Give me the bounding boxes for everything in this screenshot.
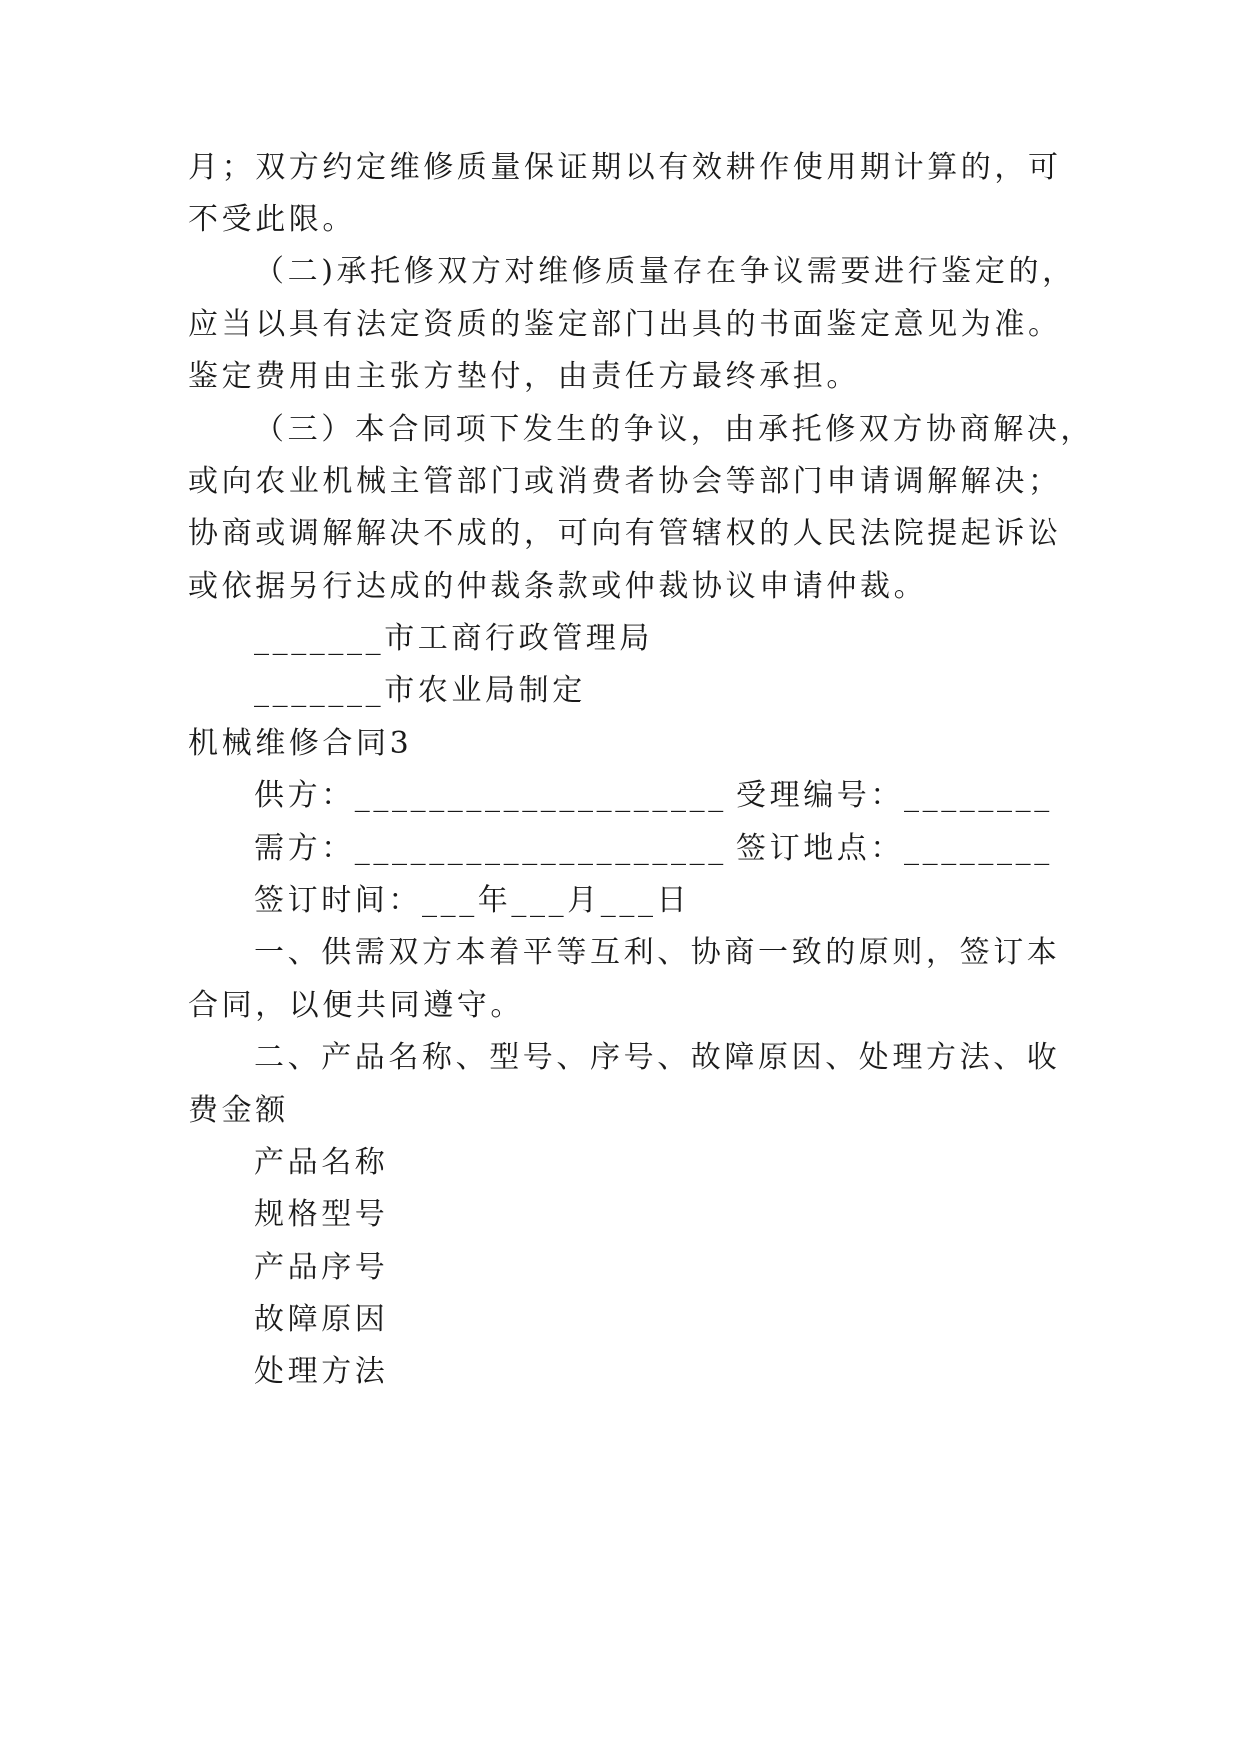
paragraph-line: 月；双方约定维修质量保证期以有效耕作使用期计算的，可 (188, 150, 1062, 185)
paragraph-line: 协商或调解解决不成的，可向有管辖权的人民法院提起诉讼 (188, 516, 1062, 551)
item-label: 规格型号 (254, 1197, 389, 1232)
paragraph-line: 应当以具有法定资质的鉴定部门出具的书面鉴定意见为准。 (188, 307, 1062, 342)
paragraph-line: （三）本合同项下发生的争议，由承托修双方协商解决， (254, 412, 1094, 447)
paragraph-line: 合同，以便共同遵守。 (188, 988, 524, 1023)
paragraph-line: 费金额 (188, 1093, 289, 1128)
item-label: 故障原因 (254, 1302, 389, 1337)
paragraph-line: 或依据另行达成的仲裁条款或仲裁协议申请仲裁。 (188, 569, 928, 604)
contract-title: 机械维修合同3 (188, 726, 413, 761)
buyer-field: 需方：____________________ (254, 831, 727, 866)
acceptance-number-field: 受理编号：________ (736, 778, 1053, 813)
paragraph-line: 不受此限。 (188, 202, 356, 237)
paragraph-line: 鉴定费用由主张方垫付，由责任方最终承担。 (188, 359, 860, 394)
item-label: 处理方法 (254, 1354, 389, 1389)
item-label: 产品名称 (254, 1145, 389, 1180)
supplier-field: 供方：____________________ (254, 778, 727, 813)
paragraph-line: （二)承托修双方对维修质量存在争议需要进行鉴定的， (254, 254, 1076, 289)
paragraph-line: 或向农业机械主管部门或消费者协会等部门申请调解解决； (188, 464, 1062, 499)
issuer-line: _______市工商行政管理局 (254, 621, 653, 656)
sign-place-field: 签订地点：________ (736, 831, 1053, 866)
paragraph-line: 二、产品名称、型号、序号、故障原因、处理方法、收 (254, 1040, 1061, 1075)
issuer-line: _______市农业局制定 (254, 673, 586, 708)
paragraph-line: 一、供需双方本着平等互利、协商一致的原则，签订本 (254, 935, 1061, 970)
item-label: 产品序号 (254, 1250, 389, 1285)
sign-date-field: 签订时间：___年___月___日 (254, 883, 691, 918)
